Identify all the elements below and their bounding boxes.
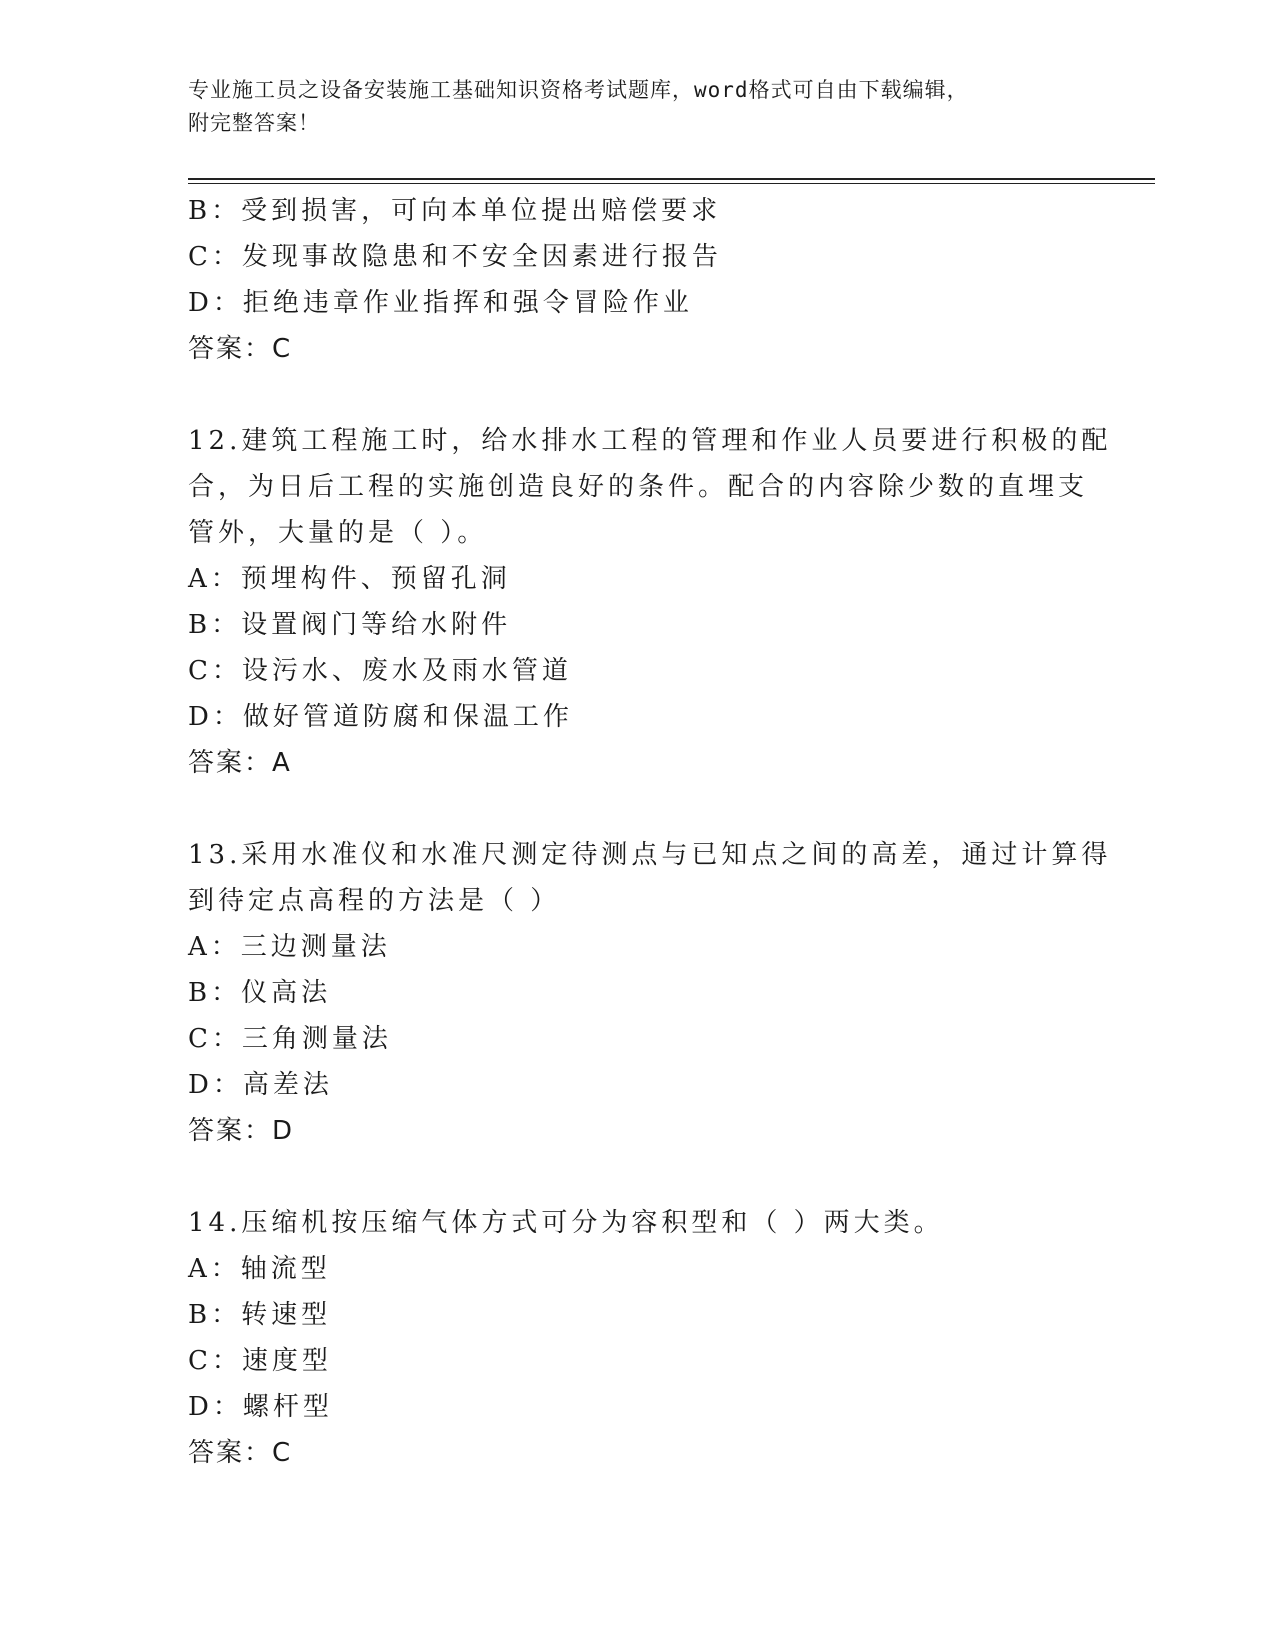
- question-text-line: 管外，大量的是（ ）。: [188, 518, 488, 548]
- option-a: A：三边测量法: [188, 932, 391, 962]
- option-c: C：设污水、废水及雨水管道: [188, 656, 572, 686]
- option-c: C：三角测量法: [188, 1024, 392, 1054]
- question-text-line: 12.建筑工程施工时，给水排水工程的管理和作业人员要进行积极的配: [188, 426, 1112, 456]
- option-b: B：仪高法: [188, 978, 332, 1008]
- question-text-line: 14.压缩机按压缩气体方式可分为容积型和（ ）两大类。: [188, 1208, 944, 1238]
- answer: 答案：A: [188, 748, 292, 778]
- option-d: D：螺杆型: [188, 1392, 333, 1422]
- header-divider-thick: [188, 178, 1155, 180]
- question-12: [188, 418, 1112, 786]
- option-c: C：发现事故隐患和不安全因素进行报告: [188, 242, 722, 272]
- answer: 答案：D: [188, 1116, 295, 1146]
- header-line-2: 附完整答案！: [188, 111, 320, 135]
- option-b: B：转速型: [188, 1300, 332, 1330]
- option-a: A：预埋构件、预留孔洞: [188, 564, 511, 594]
- question-text-line: 合，为日后工程的实施创造良好的条件。配合的内容除少数的直埋支: [188, 472, 1089, 502]
- option-b: B：设置阀门等给水附件: [188, 610, 512, 640]
- header-divider-thin: [188, 183, 1155, 184]
- question-text-line: 13.采用水准仪和水准尺测定待测点与已知点之间的高差，通过计算得: [188, 840, 1112, 870]
- question-11-continued: [188, 188, 1088, 372]
- option-b: B：受到损害，可向本单位提出赔偿要求: [188, 196, 722, 226]
- option-c: C：速度型: [188, 1346, 332, 1376]
- option-d: D：高差法: [188, 1070, 333, 1100]
- option-d: D：做好管道防腐和保温工作: [188, 702, 573, 732]
- document-header: [188, 74, 1088, 140]
- header-line-1: 专业施工员之设备安装施工基础知识资格考试题库，word格式可自由下载编辑，: [188, 78, 969, 102]
- answer: 答案：C: [188, 1438, 293, 1468]
- question-14: [188, 1200, 1088, 1476]
- answer: 答案：C: [188, 334, 293, 364]
- question-list: [188, 188, 1112, 1476]
- question-text-line: 到待定点高程的方法是（ ）: [188, 886, 561, 916]
- question-13: [188, 832, 1112, 1154]
- option-a: A：轴流型: [188, 1254, 331, 1284]
- option-d: D：拒绝违章作业指挥和强令冒险作业: [188, 288, 693, 318]
